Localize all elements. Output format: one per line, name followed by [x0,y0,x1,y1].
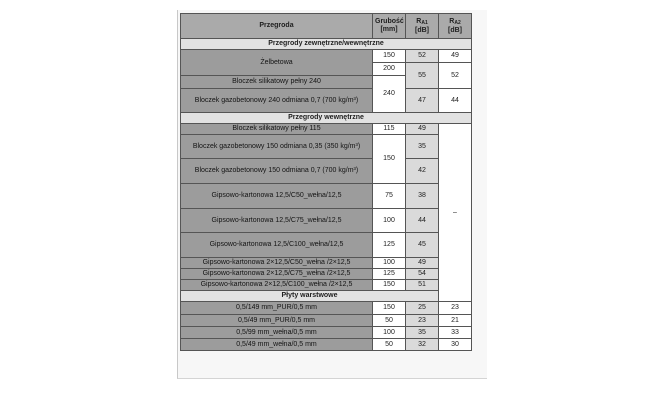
header-thickness-label: Grubość [375,18,404,25]
header-ra1-unit: [dB] [415,26,429,34]
ra1-value: 35 [406,135,439,159]
ra1-value: 42 [406,159,439,184]
partition-name: 0,5/149 mm_PUR/0,5 mm [181,302,373,315]
ra1-value: 45 [406,233,439,258]
header-partition: Przegroda [181,14,373,39]
thickness-value: 115 [373,124,406,135]
header-ra2-sub: A2 [454,19,461,26]
header-ra2 [439,14,472,39]
ra2-value: 30 [439,339,472,351]
partition-name: 0,5/49 mm_PUR/0,5 mm [181,315,373,327]
ra1-value: 35 [406,327,439,339]
partition-name: 0,5/99 mm_wełna/0,5 mm [181,327,373,339]
ra2-value: 52 [439,63,472,89]
header-ra2-symbol: R [449,17,455,25]
section-title: Płyty warstwowe [181,291,439,302]
ra2-value: 44 [439,89,472,113]
ra2-value: 23 [439,302,472,315]
partition-name: Gipsowo-kartonowa 12,5/C100_wełna/12,5 [181,233,373,258]
partition-name: 0,5/49 mm_wełna/0,5 mm [181,339,373,351]
ra2-value: 49 [439,50,472,63]
header-ra2-unit: [dB] [448,26,462,34]
thickness-value: 150 [373,280,406,291]
header-ra1-symbol: R [416,17,422,25]
thickness-value: 125 [373,233,406,258]
ra2-value: – [439,124,472,302]
partition-name: Gipsowo-kartonowa 2×12,5/C50_wełna /2×12,5 [181,258,373,269]
ra1-value: 54 [406,269,439,280]
ra2-value: 33 [439,327,472,339]
ra1-value: 25 [406,302,439,315]
ra1-value: 47 [406,89,439,113]
ra2-value: 21 [439,315,472,327]
ra1-value: 32 [406,339,439,351]
section-title: Przegrody zewnętrzne/wewnętrzne [181,39,472,50]
header-ra1-sub: A1 [421,19,428,26]
partition-name: Gipsowo-kartonowa 2×12,5/C100_wełna /2×12,5 [181,280,373,291]
thickness-value: 75 [373,184,406,209]
partition-name: Żelbetowa [181,50,373,76]
partition-name: Bloczek gazobetonowy 240 odmiana 0,7 (700 kg/m³) [181,89,373,113]
ra1-value: 49 [406,124,439,135]
partition-name: Gipsowo-kartonowa 12,5/C50_wełna/12,5 [181,184,373,209]
thickness-value: 240 [373,76,406,113]
partition-name: Bloczek gazobetonowy 150 odmiana 0,35 (350 kg/m³) [181,135,373,159]
thickness-value: 125 [373,269,406,280]
thickness-value: 100 [373,327,406,339]
header-ra1 [406,14,439,39]
thickness-value: 100 [373,209,406,233]
acoustic-insulation-table [180,13,472,351]
partition-name: Bloczek silikatowy pełny 240 [181,76,373,89]
ra1-value: 51 [406,280,439,291]
ra1-value: 52 [406,50,439,63]
partition-name: Bloczek gazobetonowy 150 odmiana 0,7 (700 kg/m³) [181,159,373,184]
thickness-value: 150 [373,302,406,315]
thickness-value: 150 [373,135,406,184]
partition-name: Bloczek silikatowy pełny 115 [181,124,373,135]
thickness-value: 50 [373,315,406,327]
header-thickness-unit: [mm] [380,26,398,33]
ra1-value: 49 [406,258,439,269]
partition-name: Gipsowo-kartonowa 2×12,5/C75_wełna /2×12,5 [181,269,373,280]
ra1-value: 38 [406,184,439,209]
thickness-value: 200 [373,63,406,76]
thickness-value: 50 [373,339,406,351]
thickness-value: 100 [373,258,406,269]
header-thickness [373,14,406,39]
ra1-value: 23 [406,315,439,327]
partition-name: Gipsowo-kartonowa 12,5/C75_wełna/12,5 [181,209,373,233]
ra1-value: 44 [406,209,439,233]
thickness-value: 150 [373,50,406,63]
section-title: Przegrody wewnętrzne [181,113,472,124]
ra1-value: 55 [406,63,439,89]
